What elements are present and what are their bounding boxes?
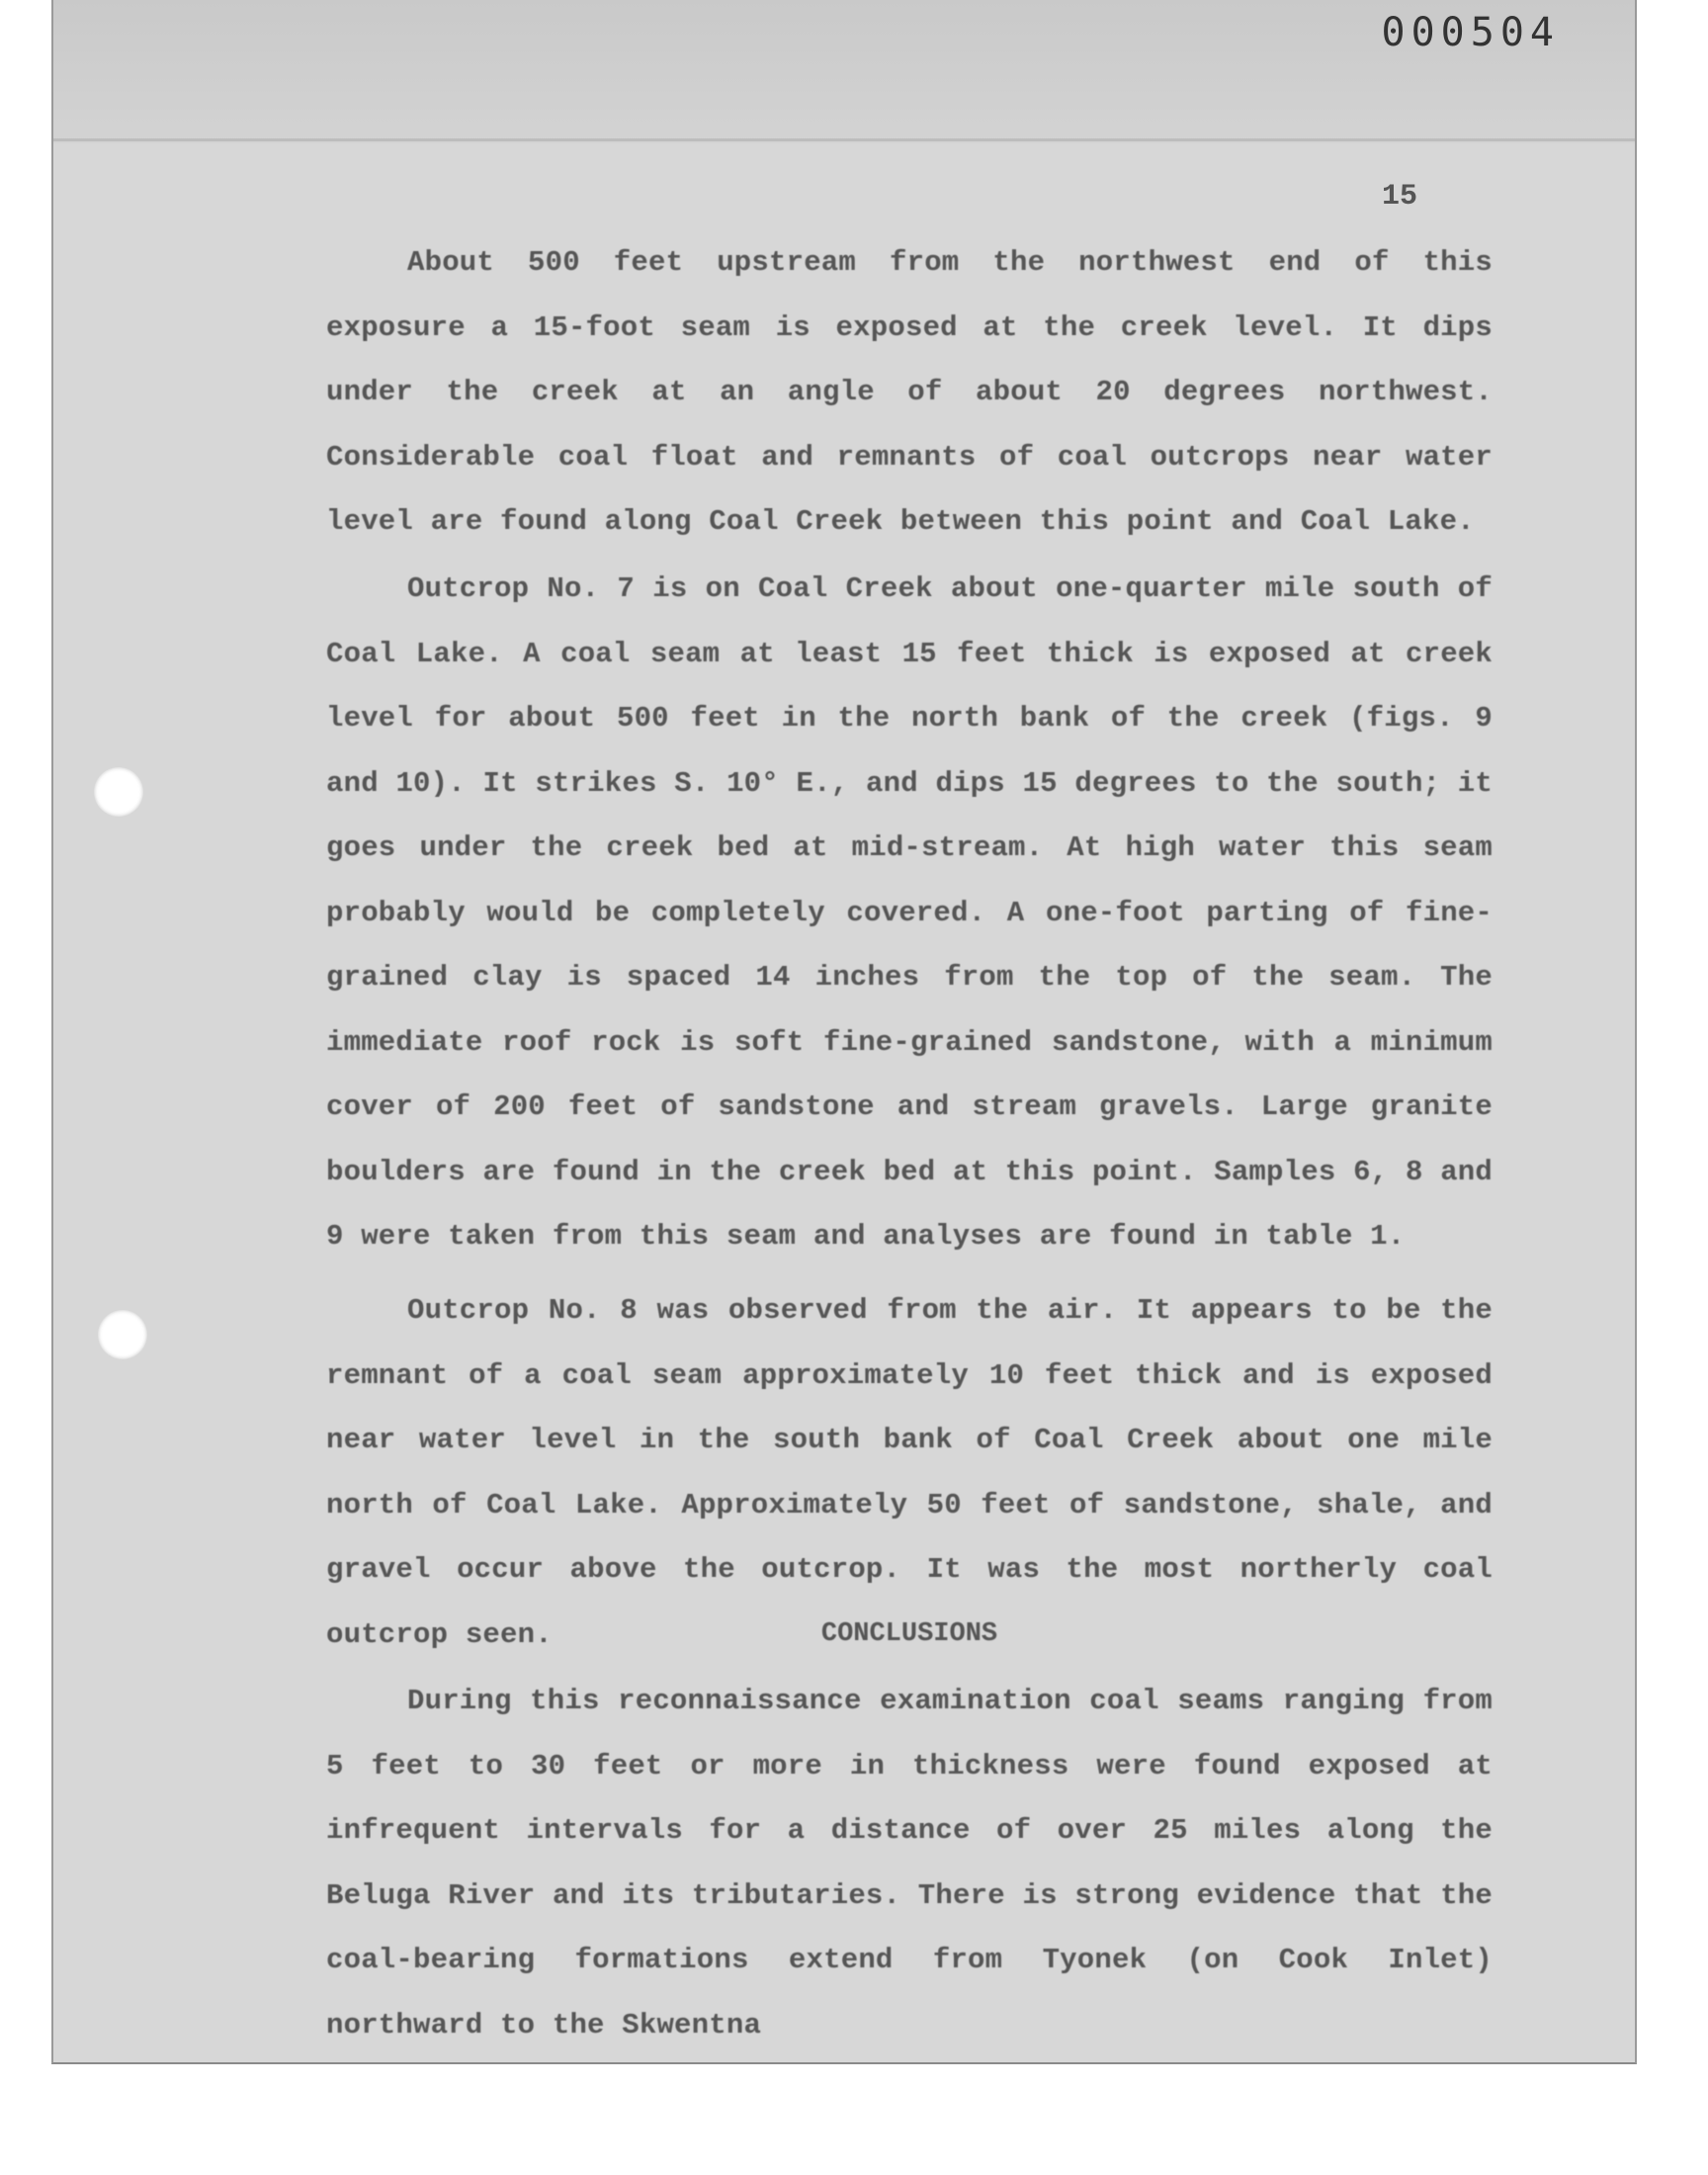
paragraph <box>326 230 1493 555</box>
paragraph-text: Outcrop No. 8 was observed from the air. It appears to be the remnant of a coal seam approximately 10 feet thick and is exposed near water level in the south bank of Coal Creek about one mile north of Coal Lake. Approximately 50 feet of sandstone, shale, and gravel occur above the outcrop. It was the most northerly coal outcrop seen. <box>326 1294 1493 1651</box>
page-number: 15 <box>1382 180 1418 214</box>
section-heading: CONCLUSIONS <box>820 1619 998 1649</box>
paragraph <box>326 1669 1493 2057</box>
page-top-edge <box>53 138 1635 141</box>
paragraph <box>326 1278 1493 1667</box>
paragraph <box>326 557 1493 1269</box>
paragraph-text: During this reconnaissance examination coal seams ranging from 5 feet to 30 feet or more in thickness were found exposed at infrequent intervals for a distance of over 25 miles along the Beluga River and its tributaries. There is strong evidence that the coal-bearing formations extend from Tyonek (on Cook Inlet) northward to the Skwentna <box>326 1685 1493 2042</box>
binder-hole <box>98 1310 147 1359</box>
document-number: 000504 <box>1381 10 1560 55</box>
paragraph-text: Outcrop No. 7 is on Coal Creek about one-quarter mile south of Coal Lake. A coal seam at least 15 feet thick is exposed at creek level for about 500 feet in the north bank of the creek (figs. 9 and 10). It strikes S. 10° E., and dips 15 degrees to the south; it goes under the creek bed at mid-stream. At high water this seam probably would be completely covered. A one-foot parting of fine-grained clay is spaced 14 inches from the top of the seam. The immediate roof rock is soft fine-grained sandstone, with a minimum cover of 200 feet of sandstone and stream gravels. Large granite boulders are found in the creek bed at this point. Samples 6, 8 and 9 were taken from this seam and analyses are found in table 1. <box>326 572 1493 1253</box>
binder-hole <box>94 767 143 817</box>
paragraph-text: About 500 feet upstream from the northwest end of this exposure a 15-foot seam is exposed at the creek level. It dips under the creek at an angle of about 20 degrees northwest. Considerable coal float and remnants of coal outcrops near water level are found along Coal Creek between this point and Coal Lake. <box>326 246 1493 538</box>
